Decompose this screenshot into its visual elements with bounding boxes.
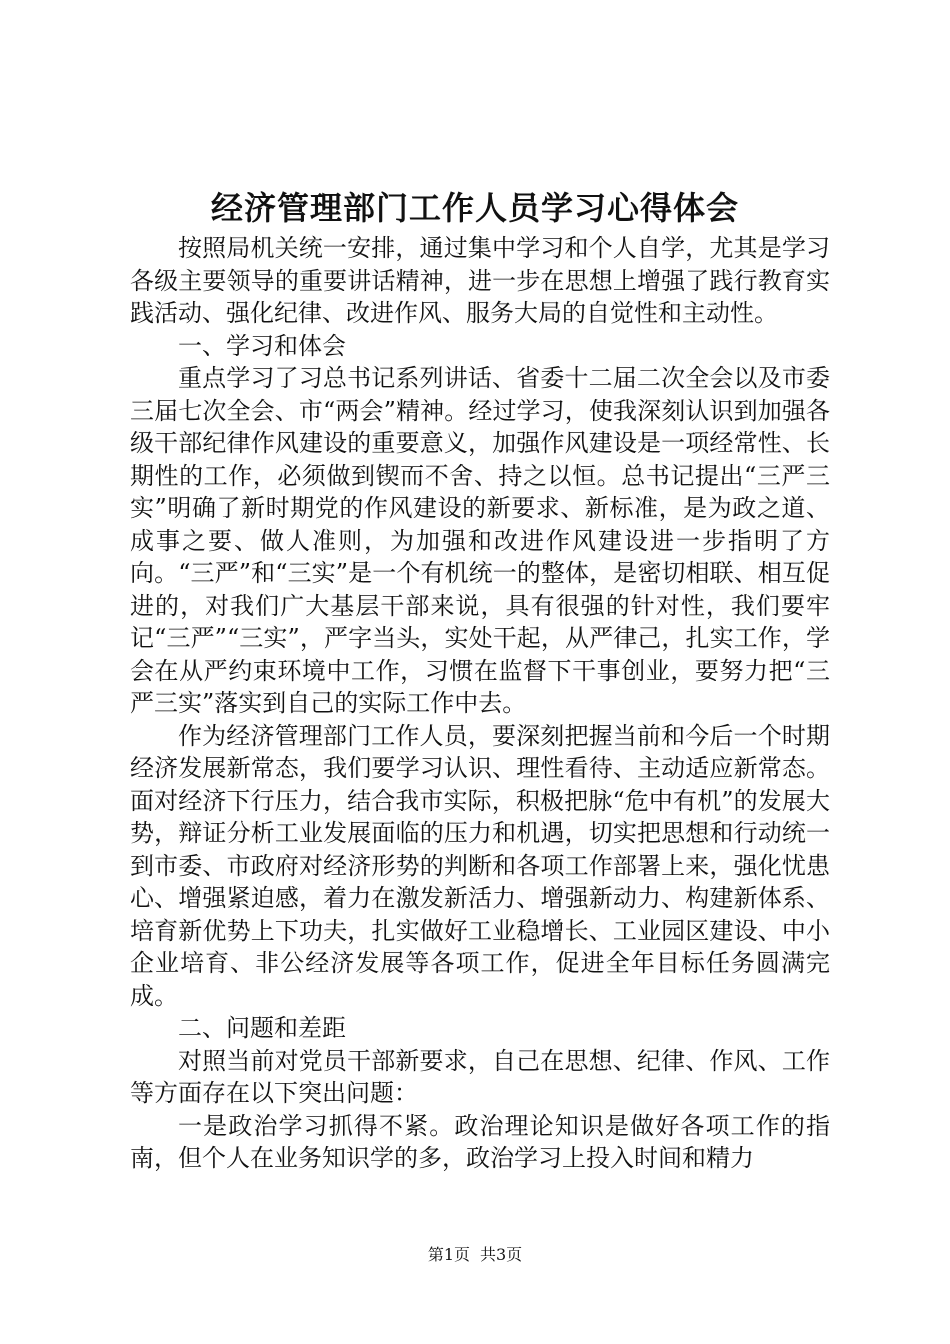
page-footer (0, 1243, 950, 1267)
page-number: 第1页 (427, 1245, 470, 1264)
paragraph-intro: 按照局机关统一安排，通过集中学习和个人自学，尤其是学习各级主要领导的重要讲话精神，进一步在思想上增强了践行教育实践活动、强化纪律、改进作风、服务大局的自觉性和主动性。 (130, 234, 830, 327)
document-body (130, 232, 830, 1175)
paragraph-problem-one: 一是政治学习抓得不紧。政治理论知识是做好各项工作的指南，但个人在业务知识学的多，政治学习上投入时间和精力 (130, 1111, 830, 1172)
section-heading-problems: 二、问题和差距 (178, 1014, 346, 1042)
section-heading-study: 一、学习和体会 (178, 331, 346, 360)
paragraph-economic-role: 作为经济管理部门工作人员，要深刻把握当前和今后一个时期经济发展新常态，我们要学习认识、理性看待、主动适应新常态。面对经济下行压力，结合我市实际，积极把脉“危中有机”的发展大势，辩证分析工业发展面临的压力和机遇，切实把思想和行动统一到市委、市政府对经济形势的判断和各项工作部署上来，强化忧患心、增强紧迫感，着力在激发新活力、增强新动力、构建新体系、培育新优势上下功夫，扎实做好工业稳增长、工业园区建设、中小企业培育、非公经济发展等各项工作，促进全年目标任务圆满完成。 (130, 721, 830, 1010)
paragraph-problems-intro: 对照当前对党员干部新要求，自己在思想、纪律、作风、工作等方面存在以下突出问题： (130, 1046, 830, 1107)
page-total: 共3页 (480, 1245, 523, 1264)
document-title: 经济管理部门工作人员学习心得体会 (210, 189, 739, 227)
paragraph-study-content: 重点学习了习总书记系列讲话、省委十二届二次全会以及市委三届七次全会、市“两会”精神。经过学习，使我深刻认识到加强各级干部纪律作风建设的重要意义，加强作风建设是一项经常性、长期性的工作，必须做到锲而不舍、持之以恒。总书记提出“三严三实”明确了新时期党的作风建设的新要求、新标准，是为政之道、成事之要、做人准则，为加强和改进作风建设进一步指明了方向。“三严”和“三实”是一个有机统一的整体，是密切相联、相互促进的，对我们广大基层干部来说，具有很强的针对性，我们要牢记“三严”“三实”，严字当头，实处干起，从严律己，扎实工作，学会在从严约束环境中工作，习惯在监督下干事创业，要努力把“三严三实”落实到自己的实际工作中去。 (130, 364, 830, 717)
